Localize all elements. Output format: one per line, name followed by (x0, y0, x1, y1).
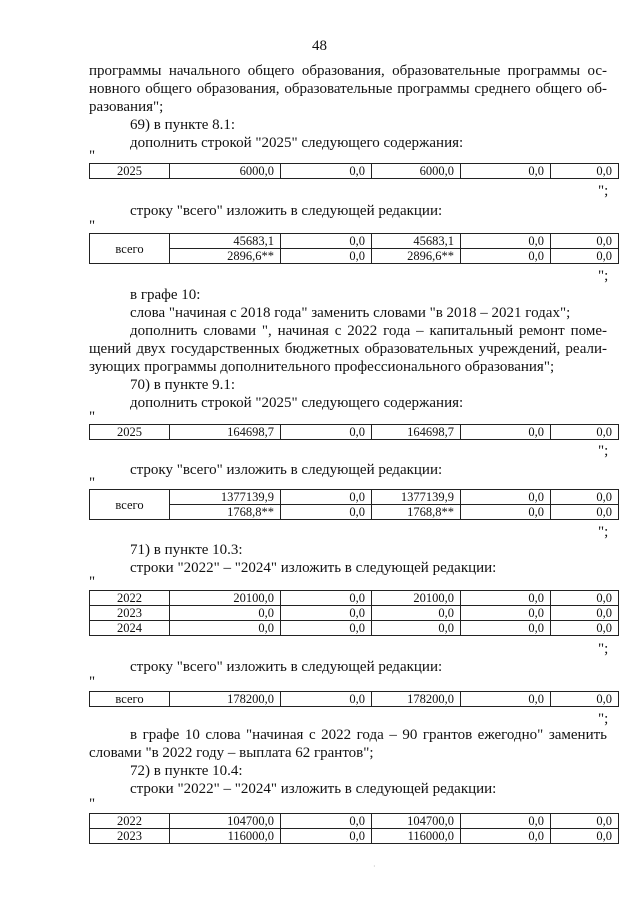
table-cell: 2023 (90, 606, 170, 621)
table-cell: 0,0 (281, 490, 372, 505)
table-9-1-row-2025 (89, 424, 619, 440)
text-line: 69) в пункте 8.1: (130, 117, 236, 133)
table-row (90, 606, 619, 621)
open-quote: " (89, 475, 96, 491)
table-cell: 164698,7 (372, 425, 461, 440)
table-cell: 0,0 (281, 591, 372, 606)
close-quote: "; (598, 711, 609, 727)
table-cell: 0,0 (551, 425, 619, 440)
text-line: строки "2022" – "2024" изложить в следующей редакции: (130, 560, 497, 576)
table-cell: всего (90, 692, 170, 707)
table-cell: 0,0 (551, 692, 619, 707)
table-row (90, 490, 619, 505)
table-cell: 0,0 (281, 621, 372, 636)
table-cell: 178200,0 (170, 692, 281, 707)
table-cell: 0,0 (170, 606, 281, 621)
table-cell: 1377139,9 (372, 490, 461, 505)
table-cell: 0,0 (461, 164, 551, 179)
table-cell: 0,0 (461, 234, 551, 249)
text-line: 71) в пункте 10.3: (130, 542, 243, 558)
table-row (90, 829, 619, 844)
table-cell: 1377139,9 (170, 490, 281, 505)
table-cell: 2896,6** (372, 249, 461, 264)
text-line: слова "начиная с 2018 года" заменить словами "в 2018 – 2021 годах"; (130, 305, 571, 321)
text-line: дополнить строкой "2025" следующего содержания: (130, 395, 464, 411)
table-row (90, 621, 619, 636)
table-cell: 0,0 (372, 606, 461, 621)
table-row (90, 249, 619, 264)
table-cell: 6000,0 (170, 164, 281, 179)
table-cell: 1768,8** (372, 505, 461, 520)
text-line: в графе 10: (130, 287, 201, 303)
page-number: 48 (312, 38, 327, 54)
table-cell: 0,0 (461, 814, 551, 829)
table-cell: 104700,0 (372, 814, 461, 829)
table-cell: 45683,1 (170, 234, 281, 249)
table-cell: 0,0 (281, 505, 372, 520)
table-cell: 0,0 (372, 621, 461, 636)
table-cell: 0,0 (461, 621, 551, 636)
table-cell: 0,0 (461, 249, 551, 264)
table-cell: 0,0 (281, 829, 372, 844)
text-line: дополнить строкой "2025" следующего содержания: (130, 135, 464, 151)
table-cell: 45683,1 (372, 234, 461, 249)
open-quote: " (89, 218, 96, 234)
text-line: щений двух государственных бюджетных образовательных учреждений, реали- (89, 341, 607, 357)
table-cell: 0,0 (551, 249, 619, 264)
table-cell: 0,0 (281, 249, 372, 264)
table-cell: 2022 (90, 814, 170, 829)
scan-speck: · (373, 862, 376, 871)
text-line: строки "2022" – "2024" изложить в следующей редакции: (130, 781, 497, 797)
table-10-3-total (89, 691, 619, 707)
text-line: словами "в 2022 году – выплата 62 грантов"; (89, 745, 374, 761)
open-quote: " (89, 796, 96, 812)
table-9-1-total (89, 489, 619, 520)
table-cell: 104700,0 (170, 814, 281, 829)
table-row (90, 234, 619, 249)
table-cell: 0,0 (281, 814, 372, 829)
text-line: в графе 10 слова "начиная с 2022 года – 90 грантов ежегодно" заменить (130, 727, 607, 743)
table-cell: 0,0 (170, 621, 281, 636)
table-cell: 2022 (90, 591, 170, 606)
text-line: разования"; (89, 99, 164, 115)
table-cell: 0,0 (281, 425, 372, 440)
table-row (90, 692, 619, 707)
table-cell: 164698,7 (170, 425, 281, 440)
open-quote: " (89, 674, 96, 690)
table-row (90, 505, 619, 520)
text-line: новного общего образования, образовательные программы среднего общего об- (89, 81, 607, 97)
table-cell: 0,0 (461, 829, 551, 844)
close-quote: "; (598, 524, 609, 540)
table-cell: 0,0 (551, 164, 619, 179)
text-line: 72) в пункте 10.4: (130, 763, 243, 779)
table-cell: 2025 (90, 425, 170, 440)
table-cell: 20100,0 (170, 591, 281, 606)
table-cell: 0,0 (281, 164, 372, 179)
close-quote: "; (598, 183, 609, 199)
table-cell: 2896,6** (170, 249, 281, 264)
table-cell: 0,0 (551, 814, 619, 829)
table-cell: 0,0 (551, 505, 619, 520)
table-cell: 2025 (90, 164, 170, 179)
table-cell: 6000,0 (372, 164, 461, 179)
table-cell: 0,0 (551, 606, 619, 621)
table-cell: 0,0 (551, 234, 619, 249)
text-line: программы начального общего образования, образовательные программы ос- (89, 63, 607, 79)
table-cell: всего (90, 234, 170, 264)
table-8-1-total (89, 233, 619, 264)
table-cell: 178200,0 (372, 692, 461, 707)
table-cell: 2023 (90, 829, 170, 844)
table-cell: 0,0 (461, 425, 551, 440)
close-quote: "; (598, 641, 609, 657)
text-line: строку "всего" изложить в следующей редакции: (130, 462, 443, 478)
table-cell: 0,0 (551, 621, 619, 636)
table-cell: 116000,0 (170, 829, 281, 844)
table-row (90, 591, 619, 606)
table-cell: 0,0 (281, 606, 372, 621)
open-quote: " (89, 148, 96, 164)
text-line: дополнить словами ", начиная с 2022 года – капитальный ремонт поме- (130, 323, 607, 339)
table-cell: 0,0 (551, 829, 619, 844)
table-cell: 0,0 (461, 505, 551, 520)
table-cell: 1768,8** (170, 505, 281, 520)
table-cell: 0,0 (281, 692, 372, 707)
table-cell: 20100,0 (372, 591, 461, 606)
table-row (90, 425, 619, 440)
text-line: зующих программы дополнительного профессионального образования"; (89, 359, 555, 375)
text-line: строку "всего" изложить в следующей редакции: (130, 203, 443, 219)
table-8-1-row-2025 (89, 163, 619, 179)
table-cell: 0,0 (551, 591, 619, 606)
table-row (90, 814, 619, 829)
table-cell: 116000,0 (372, 829, 461, 844)
table-cell: 0,0 (551, 490, 619, 505)
table-row (90, 164, 619, 179)
table-cell: всего (90, 490, 170, 520)
table-cell: 0,0 (461, 591, 551, 606)
close-quote: "; (598, 443, 609, 459)
open-quote: " (89, 409, 96, 425)
close-quote: "; (598, 268, 609, 284)
table-cell: 0,0 (461, 490, 551, 505)
table-cell: 0,0 (281, 234, 372, 249)
text-line: 70) в пункте 9.1: (130, 377, 236, 393)
table-10-3-rows (89, 590, 619, 636)
table-cell: 0,0 (461, 606, 551, 621)
table-cell: 2024 (90, 621, 170, 636)
table-10-4-rows (89, 813, 619, 844)
table-cell: 0,0 (461, 692, 551, 707)
open-quote: " (89, 574, 96, 590)
text-line: строку "всего" изложить в следующей редакции: (130, 659, 443, 675)
